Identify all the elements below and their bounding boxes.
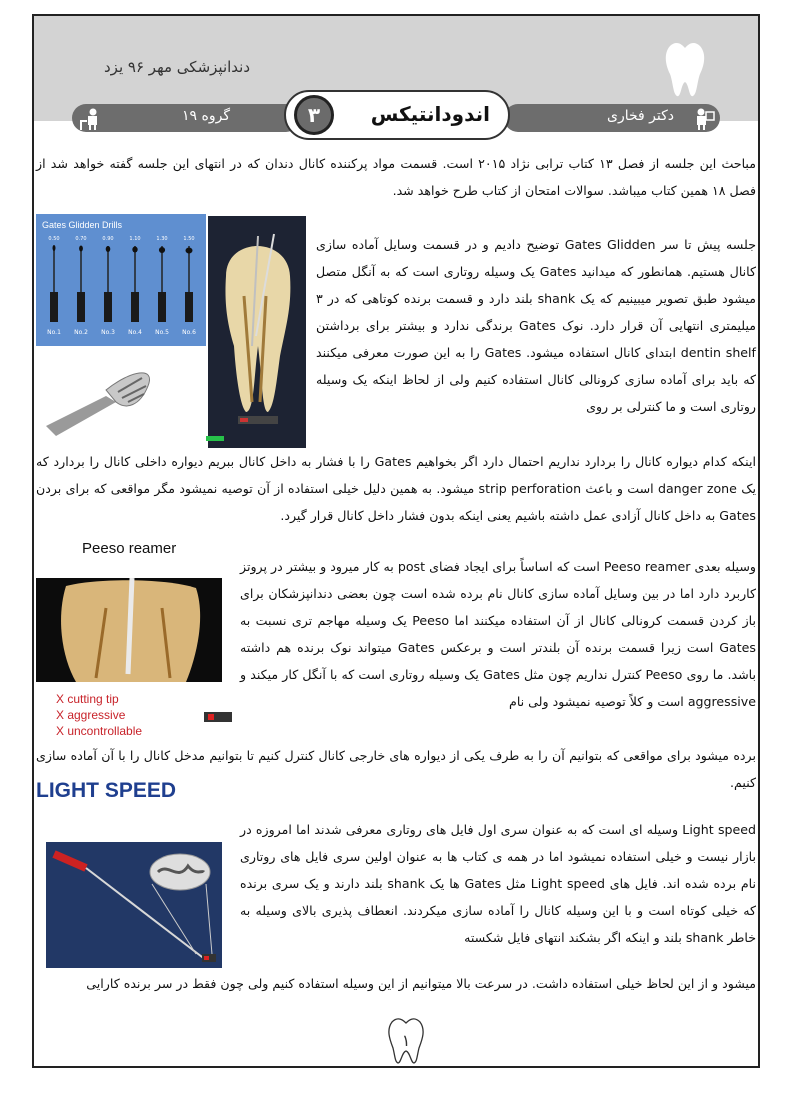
- session-number: ۳: [294, 95, 334, 135]
- drill-number-label: No.3: [101, 329, 115, 336]
- drill-handle: [104, 292, 112, 322]
- peeso-paragraph: وسیله بعدی Peeso reamer است که اساساً برای ایجاد فضای post به کار میرود و بیشتر در پروتز کاربرد دارد اما در بین وسایل آماده سازی کانال نام برده شده است چون بعضی دندانپزشکان برای باز کردن قسمت کرونالی کانال از آن استفاده میکنند اما Peeso یک وسیله مهاجم تری نسبت به Gates است زیرا قسمت برنده آن بلندتر است و برعکس Gates میتواند نوک برنده هم داشته باشد. ما روی Peeso کنترل نداریم چون مثل Gates یک وسیله روتاری است که با آنگل کار میکند و aggressive است و کلاً توصیه نمیشود ولی نام: [240, 559, 757, 709]
- progress-mark: [206, 436, 224, 441]
- gates-tip-closeup: [36, 346, 206, 446]
- peeso-figure-title: Peeso reamer: [82, 540, 177, 557]
- gates-continued-paragraph: اینکه کدام دیواره کانال را بردارد نداریم احتمال دارد اگر بخواهیم Gates را با فشار به داخل کانال ببریم دیواره داخلی کانال را بردارد که یک danger zone است و باعث strip perforation میشود. به همین دلیل خیلی استفاده از آن توصیه نمیشود مگر مواقعی که برای بردن Gates به داخل کانال آزادی عمل داشته باشیم یعنی اینکه بدون فشار داخل کانال قرار گیرد.: [36, 454, 756, 523]
- drill-cutting-head: [132, 247, 137, 253]
- drill-size-label: 1.10: [129, 236, 141, 242]
- peeso-note-aggressive: X aggressive: [56, 708, 126, 722]
- intro-paragraph: مباحث این جلسه از فصل ۱۳ کتاب ترابی نژاد ۲۰۱۵ است. قسمت مواد پرکننده کانال دندان که در انتهای این جلسه گفته خواهد شد از فصل ۱۸ همین کتاب میباشد. سوالات امتحان از کتاب طرح خواهد شد.: [36, 156, 756, 198]
- drill-size-label: 0.50: [48, 236, 60, 242]
- drill-number-label: No.2: [74, 329, 88, 336]
- subject-title: اندودانتیکس: [370, 102, 490, 126]
- gates-drills-figure: [36, 214, 206, 346]
- drill-cutting-head: [159, 247, 165, 253]
- lightspeed-file-figure: [46, 842, 222, 968]
- tooth-logo-icon: [662, 40, 708, 100]
- page-number: ۱: [401, 1031, 411, 1050]
- group-bar: [72, 104, 300, 132]
- drill-number-label: No.6: [182, 329, 196, 336]
- lightspeed-continued-paragraph: میشود و از این لحاظ خیلی استفاده داشت. در سرعت بالا میتوانیم از این وسیله استفاده کنیم ولی چون فقط در سر برنده کارایی: [86, 976, 756, 991]
- group-label: گروه ۱۹: [182, 108, 230, 124]
- lightspeed-figure-title: LIGHT SPEED: [36, 779, 177, 802]
- lecturer-icon: [692, 108, 716, 130]
- lecturer-bar: [504, 104, 720, 132]
- drill-size-label: 0.70: [75, 236, 87, 242]
- page-frame: [32, 14, 760, 1068]
- tooth-gates-illustration: [208, 216, 306, 448]
- drill-handle: [77, 292, 85, 322]
- drill-cutting-head: [79, 246, 83, 252]
- gates-paragraph: جلسه پیش تا سر Gates Glidden توضیح دادیم و در قسمت وسایل آماده سازی کانال هستیم. همانطور که میدانید Gates یک وسیله روتاری است که به آنگل متصل میشود طبق تصویر میبینیم که یک shank بلند دارد و قسمت برنده کوتاهی که در ۳ میلیمتری انتهایی آن قرار دارد. نوک Gates برندگی ندارد و بیشتر برای برداشتن dentin shelf ابتدای کانال استفاده میشود. Gates را به این صورت معرفی میکنند که باید برای آماده سازی کرونالی کانال استفاده کنیم ولی از لحاظ اینکه یک وسیله روتاری است و ما کنترلی بر روی: [316, 237, 757, 414]
- session-title-pill: [284, 90, 510, 140]
- teacher-icon: [78, 108, 102, 130]
- peeso-continued-paragraph: برده میشود برای مواقعی که بتوانیم آن را به طرف یکی از دیواره های خارجی کانال کنترل کنیم تا بتوانیم مدخل کانال را با آن آماده سازی کنیم.: [36, 748, 756, 790]
- peeso-note-uncontrollable: X uncontrollable: [56, 724, 143, 738]
- drill-handle: [185, 292, 193, 322]
- drill-number-label: No.1: [47, 329, 61, 336]
- page-number-tooth-icon: [386, 1016, 426, 1064]
- drill-number-label: No.4: [128, 329, 142, 336]
- drill-number-label: No.5: [155, 329, 169, 336]
- lightspeed-paragraph: Light speed وسیله ای است که به عنوان سری اول فایل های روتاری معرفی شدند اما امروزه در بازار نیست و خیلی استفاده نمیشود اما در همه ی کتاب ها به عنوان اولین سری فایل های روتاری نام برده شده اند. فایل های Light speed مثل Gates ها یک shank بلند دارند و یک سری برنده که خیلی کوتاه است و با این وسیله کانال را آماده سازی میکردند. انعطاف پذیری بالای وسیله به خاطر shank بلند و اینکه اگر بشکند انتهای فایل شکسته: [240, 822, 757, 945]
- drill-cutting-head: [106, 246, 111, 252]
- drill-size-label: 1.30: [156, 236, 168, 242]
- peeso-reamer-figure: [36, 578, 222, 682]
- school-name: دندانپزشکی مهر ۹۶ یزد: [104, 58, 251, 76]
- lecturer-name: دکتر فخاری: [606, 108, 674, 124]
- drill-cutting-head: [53, 245, 56, 251]
- drill-handle: [131, 292, 139, 322]
- player-control-icon: [204, 712, 232, 722]
- gates-panel-title: Gates Glidden Drills: [42, 220, 123, 230]
- drill-cutting-head: [186, 248, 193, 254]
- drill-size-label: 1.50: [183, 236, 195, 242]
- drill-handle: [50, 292, 58, 322]
- drill-size-label: 0.90: [102, 236, 114, 242]
- drill-handle: [158, 292, 166, 322]
- peeso-note-cutting-tip: X cutting tip: [56, 692, 119, 706]
